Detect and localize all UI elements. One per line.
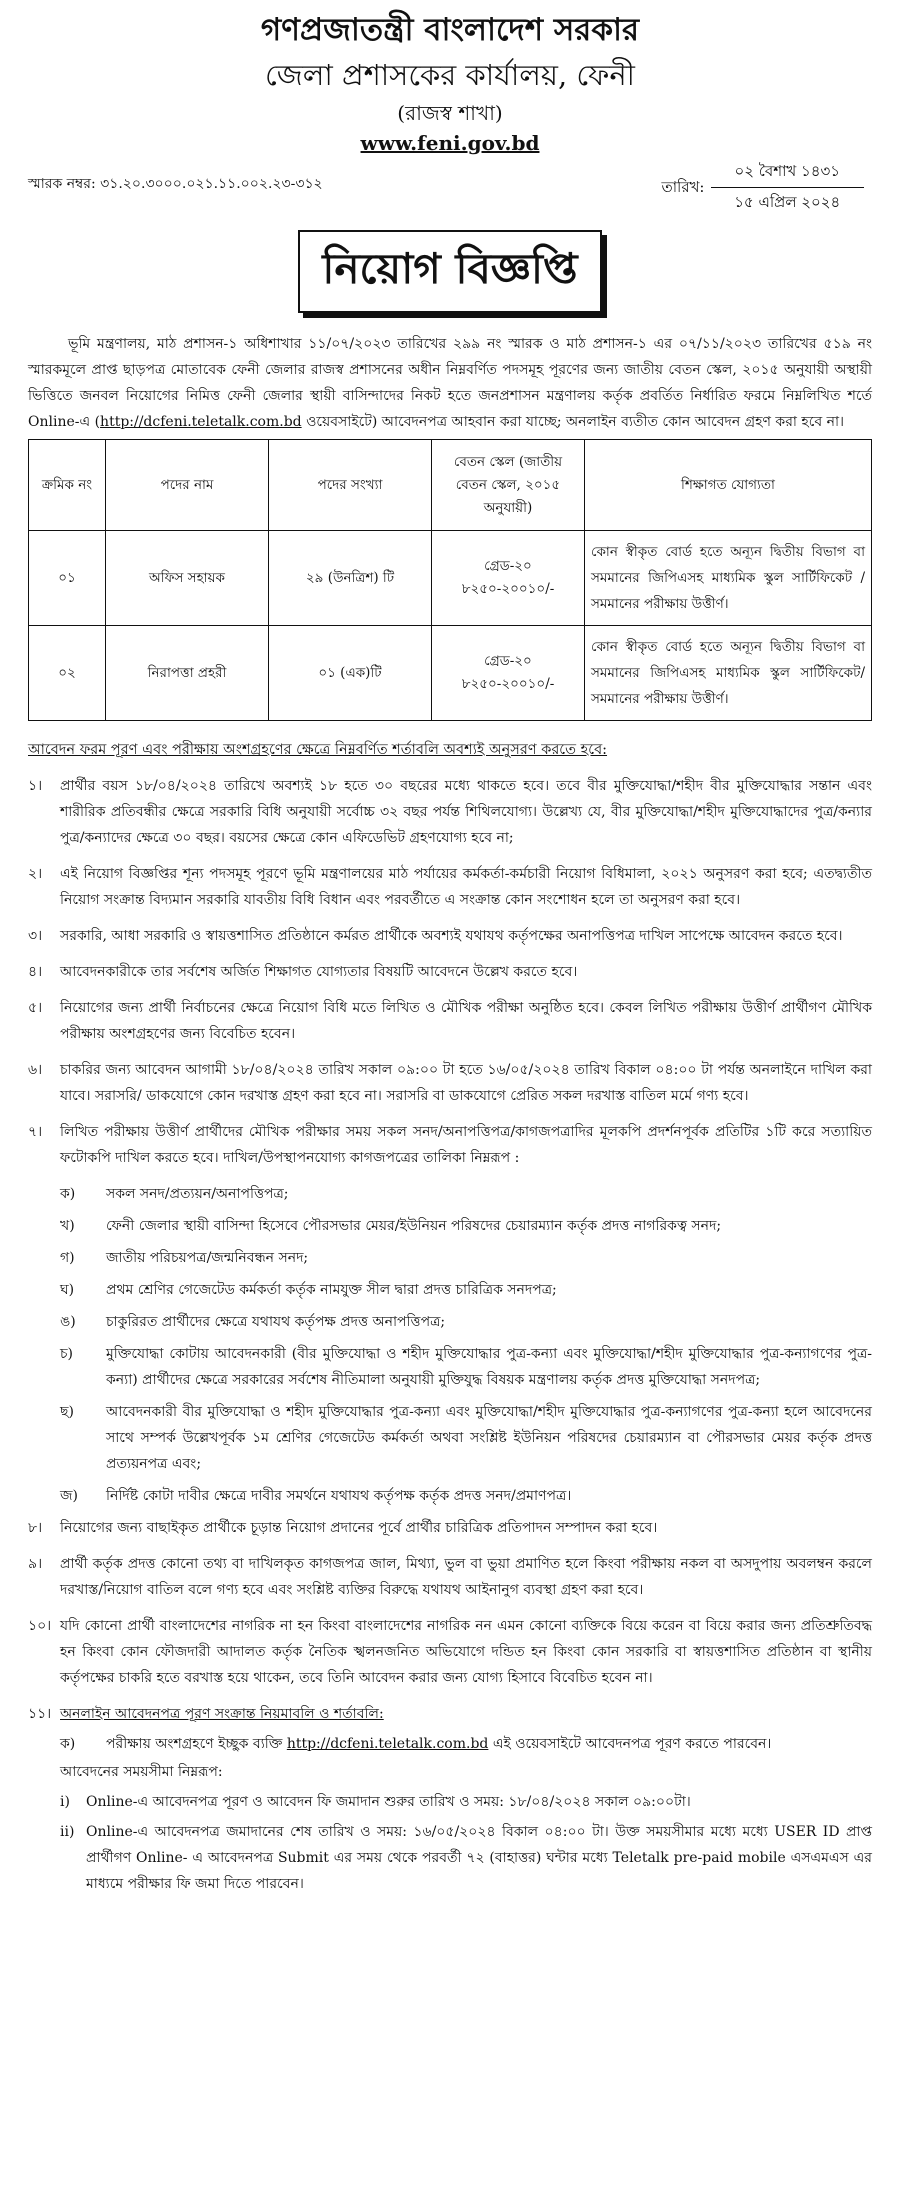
- government-name: গণপ্রজাতন্ত্রী বাংলাদেশ সরকার: [260, 12, 640, 48]
- document-item: [60, 1277, 872, 1303]
- col-post: পদের নাম: [106, 440, 269, 531]
- document-text: চাকুরিরত প্রার্থীদের ক্ষেত্রে যথাযথ কর্তৃপক্ষ প্রদত্ত অনাপত্তিপত্র;: [106, 1314, 446, 1330]
- document-item: [60, 1309, 872, 1335]
- condition-text: প্রার্থী কর্তৃক প্রদত্ত কোনো তথ্য বা দাখিলকৃত কাগজপত্র জাল, মিথ্যা, ভুল বা ভুয়া প্রমাণিত হলে কিংবা পরীক্ষায় নকল বা অসদুপায় অবলম্বন করলে দরখাস্ত/নিয়োগ বাতিল বলে গণ্য হবে এবং সংশ্লিষ্ট ব্যক্তির বিরুদ্ধে যথাযথ আইনানুগ ব্যবস্থা গ্রহণ করা হবে।: [60, 1556, 872, 1598]
- schedule-item: [60, 1819, 872, 1897]
- condition-number: ১১।: [28, 1706, 52, 1722]
- row-grade: গ্রেড-২০: [484, 653, 532, 669]
- condition-number: ৫।: [28, 1000, 43, 1016]
- document-number: ছ): [60, 1404, 74, 1420]
- condition-item: [28, 1613, 872, 1691]
- row-grade: গ্রেড-২০: [484, 558, 532, 574]
- conditions-heading: আবেদন ফরম পূরণ এবং পরীক্ষায় অংশগ্রহণের ক্ষেত্রে নিম্নবর্ণিত শর্তাবলি অবশ্যই অনুসরণ করতে হবে:: [28, 742, 608, 758]
- schedule-item: [60, 1789, 872, 1815]
- condition-item: [28, 1515, 872, 1541]
- condition-item: [28, 1551, 872, 1603]
- row-post: অফিস সহায়ক: [106, 531, 269, 626]
- row-qualification: কোন স্বীকৃত বোর্ড হতে অন্যূন দ্বিতীয় বিভাগ বা সমমানের জিপিএসহ মাধ্যমিক স্কুল সার্টিফিকেট / সমমানের পরীক্ষায় উত্তীর্ণ।: [585, 531, 872, 626]
- website-link[interactable]: www.feni.gov.bd: [360, 131, 540, 155]
- condition-text: সরকারি, আধা সরকারি ও স্বায়ত্তশাসিত প্রতিষ্ঠানে কর্মরত প্রার্থীকে অবশ্যই যথাযথ কর্তৃপক্ষের অনাপত্তিপত্র দাখিল সাপেক্ষে আবেদন করতে হবে।: [60, 928, 843, 944]
- online-application-link[interactable]: http://dcfeni.teletalk.com.bd: [286, 1736, 489, 1752]
- document-item: [60, 1245, 872, 1271]
- table-row: [29, 531, 872, 626]
- document-item: [60, 1399, 872, 1477]
- office-name: জেলা প্রশাসকের কার্যালয়, ফেনী: [265, 58, 635, 92]
- document-number: চ): [60, 1346, 74, 1362]
- row-count: ২৯ (উনত্রিশ) টি: [269, 531, 432, 626]
- condition-number: ২।: [28, 866, 43, 882]
- document-text: ফেনী জেলার স্থায়ী বাসিন্দা হিসেবে পৌরসভার মেয়র/ইউনিয়ন পরিষদের চেয়ারম্যান কর্তৃক প্রদত্ত নাগরিকত্ব সনদ;: [106, 1218, 722, 1234]
- row-serial: ০২: [29, 626, 106, 721]
- online-rules-heading: অনলাইন আবেদনপত্র পূরণ সংক্রান্ত নিয়মাবলি ও শর্তাবলি:: [60, 1706, 384, 1722]
- table-row: [29, 626, 872, 721]
- notice-title: নিয়োগ বিজ্ঞপ্তি: [298, 230, 601, 313]
- row-post: নিরাপত্তা প্রহরী: [106, 626, 269, 721]
- condition-item: [28, 995, 872, 1047]
- condition-number: ১০।: [28, 1618, 52, 1634]
- condition-number: ৯।: [28, 1556, 43, 1572]
- online-rules-item: [28, 1701, 872, 1727]
- schedule-label-row: [60, 1759, 872, 1785]
- schedule-label: আবেদনের সময়সীমা নিম্নরূপ:: [60, 1764, 223, 1780]
- condition-number: ১।: [28, 778, 43, 794]
- documents-list: [28, 1181, 872, 1509]
- condition-text: আবেদনকারীকে তার সর্বশেষ অর্জিত শিক্ষাগত যোগ্যতার বিষয়টি আবেদনে উল্লেখ করতে হবে।: [60, 964, 578, 980]
- condition-item: [28, 773, 872, 851]
- schedule-number: ii): [60, 1824, 75, 1840]
- condition-text: নিয়োগের জন্য প্রার্থী নির্বাচনের ক্ষেত্রে নিয়োগ বিধি মতে লিখিত ও মৌখিক পরীক্ষা অনুষ্ঠিত হবে। কেবল লিখিত পরীক্ষায় উত্তীর্ণ প্রার্থীগণ মৌখিক পরীক্ষায় অংশগ্রহণের জন্য বিবেচিত হবেন।: [60, 1000, 872, 1042]
- document-text: প্রথম শ্রেণির গেজেটেড কর্মকর্তা কর্তৃক নামযুক্ত সীল দ্বারা প্রদত্ত চারিত্রিক সনদপত্র;: [106, 1282, 557, 1298]
- schedule-number: i): [60, 1794, 70, 1810]
- document-number: ঙ): [60, 1314, 76, 1330]
- document-number: ঘ): [60, 1282, 75, 1298]
- col-qualification: শিক্ষাগত যোগ্যতা: [585, 440, 872, 531]
- condition-text: প্রার্থীর বয়স ১৮/০৪/২০২৪ তারিখে অবশ্যই ১৮ হতে ৩০ বছরের মধ্যে থাকতে হবে। তবে বীর মুক্তিযোদ্ধা/শহীদ বীর মুক্তিযোদ্ধার সন্তান এবং শারীরিক প্রতিবন্ধীর ক্ষেত্রে সরকারি বিধি অনুযায়ী সর্বোচ্চ ৩২ বছর পর্যন্ত শিথিলযোগ্য। উল্লেখ্য যে, বীর মুক্তিযোদ্ধা/শহীদ মুক্তিযোদ্ধাদের পুত্র/কন্যার পুত্র/কন্যাদের ক্ষেত্রে ৩০ বছর। বয়সের ক্ষেত্রে কোন এফিডেভিট গ্রহণযোগ্য হবে না;: [60, 778, 872, 846]
- condition-text: এই নিয়োগ বিজ্ঞপ্তির শূন্য পদসমূহ পূরণে ভূমি মন্ত্রণালয়ের মাঠ পর্যায়ের কর্মকর্তা-কর্মচারী নিয়োগ বিধিমালা, ২০২১ অনুসরণ করা হবে; এতদ্ব্যতীত নিয়োগ সংক্রান্ত বিদ্যমান সরকারি যাবতীয় বিধি বিধান এবং পরবর্তীতে এ সংক্রান্ত কোন সংশোধন হলে তা অনুসরণ করা হবে।: [60, 866, 872, 908]
- posts-table: [28, 439, 872, 721]
- branch-name: (রাজস্ব শাখা): [397, 101, 503, 125]
- row-scale-range: ৮২৫০-২০০১০/-: [461, 676, 555, 692]
- date-bangla: ০২ বৈশাখ ১৪৩১: [711, 160, 865, 188]
- condition-text: নিয়োগের জন্য বাছাইকৃত প্রার্থীকে চূড়ান্ত নিয়োগ প্রদানের পূর্বে প্রার্থীর চারিত্রিক প্রতিপাদন সম্পাদন করা হবে।: [60, 1520, 658, 1536]
- date-label: তারিখ:: [661, 177, 705, 196]
- condition-text: চাকরির জন্য আবেদন আগামী ১৮/০৪/২০২৪ তারিখ সকাল ০৯:০০ টা হতে ১৬/০৫/২০২৪ তারিখ বিকাল ০৪:০০ টা পর্যন্ত অনলাইনে দাখিল করা যাবে। সরাসরি/ ডাকযোগে কোন দরখাস্ত গ্রহণ করা হবে না। সরাসরি বা ডাকযোগে প্রেরিত সকল দরখাস্ত বাতিল মর্মে গণ্য হবে।: [60, 1062, 872, 1104]
- row-scale: [432, 626, 585, 721]
- condition-item: [28, 861, 872, 913]
- col-count: পদের সংখ্যা: [269, 440, 432, 531]
- online-sub-text-start: পরীক্ষায় অংশগ্রহণে ইচ্ছুক ব্যক্তি: [106, 1736, 287, 1752]
- online-sub-text: [106, 1731, 872, 1757]
- document-number: ক): [60, 1186, 76, 1202]
- condition-text: যদি কোনো প্রার্থী বাংলাদেশের নাগরিক না হন কিংবা বাংলাদেশের নাগরিক নন এমন কোনো ব্যক্তিকে বিয়ে করেন বা বিয়ে করার জন্য প্রতিশ্রুতিবদ্ধ হন কিংবা কোন ফৌজদারী আদালত কর্তৃক নৈতিক স্খলনজনিত অভিযোগে দন্ডিত হন কিংবা কোন সরকারি বা স্বায়ত্তশাসিত প্রতিষ্ঠান বা স্থানীয় কর্তৃপক্ষের চাকরি হতে বরখাস্ত হয়ে থাকেন, তবে তিনি আবেদন করার জন্য যোগ্য হিসাবে বিবেচিত হবেন না।: [60, 1618, 872, 1686]
- document-item: [60, 1181, 872, 1207]
- condition-number: ৬।: [28, 1062, 43, 1078]
- row-count: ০১ (এক)টি: [269, 626, 432, 721]
- header: [28, 0, 872, 158]
- col-serial: ক্রমিক নং: [29, 440, 106, 531]
- row-scale: [432, 531, 585, 626]
- condition-number: ৩।: [28, 928, 43, 944]
- condition-number: ৪।: [28, 964, 43, 980]
- document-text: জাতীয় পরিচয়পত্র/জন্মনিবন্ধন সনদ;: [106, 1250, 309, 1266]
- intro-paragraph: [28, 331, 872, 435]
- document-item: [60, 1213, 872, 1239]
- row-qualification: কোন স্বীকৃত বোর্ড হতে অন্যূন দ্বিতীয় বিভাগ বা সমমানের জিপিএসহ মাধ্যমিক স্কুল সার্টিফিকেট/ সমমানের পরীক্ষায় উত্তীর্ণ।: [585, 626, 872, 721]
- schedule-text: Online-এ আবেদনপত্র জমাদানের শেষ তারিখ ও সময়: ১৬/০৫/২০২৪ বিকাল ০৪:০০ টা। উক্ত সময়সীমার মধ্যে মধ্যে USER ID প্রাপ্ত প্রার্থীগণ Online- এ আবেদনপত্র Submit এর সময় থেকে পরবর্তী ৭২ (বাহাত্তর) ঘন্টার মধ্যে Teletalk pre-paid mobile এসএমএস এর মাধ্যমে পরীক্ষার ফি জমা দিতে পারবেন।: [86, 1824, 872, 1892]
- col-scale: বেতন স্কেল (জাতীয় বেতন স্কেল, ২০১৫ অনুযায়ী): [432, 440, 585, 531]
- document-text: নির্দিষ্ট কোটা দাবীর ক্ষেত্রে দাবীর সমর্থনে যথাযথ কর্তৃপক্ষ কর্তৃক প্রদত্ত সনদ/প্রমাণপত্র।: [106, 1488, 572, 1504]
- document-number: জ): [60, 1488, 78, 1504]
- intro-application-link[interactable]: http://dcfeni.teletalk.com.bd: [100, 414, 302, 430]
- schedule-text: Online-এ আবেদনপত্র পূরণ ও আবেদন ফি জমাদান শুরুর তারিখ ও সময়: ১৮/০৪/২০২৪ সকাল ০৯:০০টা।: [86, 1794, 691, 1810]
- row-scale-range: ৮২৫০-২০০১০/-: [461, 581, 555, 597]
- condition-item: [28, 1057, 872, 1109]
- condition-item: [28, 959, 872, 985]
- condition-number: ৭।: [28, 1124, 43, 1140]
- condition-item: [28, 1119, 872, 1171]
- condition-number: ৮।: [28, 1520, 43, 1536]
- condition-text: লিখিত পরীক্ষায় উত্তীর্ণ প্রার্থীদের মৌখিক পরীক্ষার সময় সকল সনদ/অনাপত্তিপত্র/কাগজপত্রাদির মূলকপি প্রদর্শনপূর্বক প্রতিটির ১টি করে সত্যায়িত ফটোকপি দাখিল করতে হবে। দাখিল/উপস্থাপনযোগ্য কাগজপত্রের তালিকা নিম্নরূপ :: [60, 1124, 872, 1166]
- document-text: আবেদনকারী বীর মুক্তিযোদ্ধা ও শহীদ মুক্তিযোদ্ধার পুত্র-কন্যা এবং মুক্তিযোদ্ধা/শহীদ মুক্তিযোদ্ধার পুত্র-কন্যাগণের পুত্র-কন্যা হলে আবেদনের সাথে সম্পর্ক উল্লেখপূর্বক ১ম শ্রেণির গেজেটেড কর্মকর্তা অথবা সংশ্লিষ্ট ইউনিয়ন পরিষদের চেয়ারম্যান বা পৌরসভার মেয়র কর্তৃক প্রদত্ত প্রত্যয়নপত্র এবং;: [106, 1404, 872, 1472]
- intro-text-end: ওয়েবসাইটে) আবেদনপত্র আহবান করা যাচ্ছে; অনলাইন ব্যতীত কোন আবেদন গ্রহণ করা হবে না।: [301, 414, 845, 430]
- online-sub-item: [60, 1731, 872, 1757]
- document-item: [60, 1483, 872, 1509]
- online-sub-text-end: এই ওয়েবসাইটে আবেদনপত্র পূরণ করতে পারবেন।: [488, 1736, 772, 1752]
- row-serial: ০১: [29, 531, 106, 626]
- date-block: [661, 160, 864, 216]
- intro-text-start: ভূমি মন্ত্রণালয়, মাঠ প্রশাসন-১ অধিশাখার ১১/০৭/২০২৩ তারিখের ২৯৯ নং স্মারক ও মাঠ প্রশাসন-১ এর ০৭/১১/২০২৩ তারিখের ৫১৯ নং স্মারকমূলে প্রাপ্ত ছাড়পত্র মোতাবেক ফেনী জেলার রাজস্ব প্রশাসনের অধীন নিম্নবর্ণিত পদসমূহ পূরণের জন্য জাতীয় বেতন স্কেল, ২০১৫ অনুযায়ী অস্থায়ী ভিত্তিতে জনবল নিয়োগের নিমিত্ত ফেনী জেলার স্থায়ী বাসিন্দাদের নিকট হতে জনপ্রশাসন মন্ত্রণালয় কর্তৃক প্রবর্তিত নির্ধারিত ফরমে নিম্নলিখিত শর্তে Online-এ (: [28, 336, 872, 430]
- conditions-list: [28, 773, 872, 1897]
- date-english: ১৫ এপ্রিল ২০২৪: [734, 193, 841, 211]
- table-header-row: [29, 440, 872, 531]
- document-text: মুক্তিযোদ্ধা কোটায় আবেদনকারী (বীর মুক্তিযোদ্ধা ও শহীদ মুক্তিযোদ্ধার পুত্র-কন্যা এবং মুক্তিযোদ্ধা/শহীদ মুক্তিযোদ্ধার পুত্র-কন্যাগণের পুত্র-কন্যা) প্রার্থীদের ক্ষেত্রে সরকারের সর্বশেষ নীতিমালা অনুযায়ী মুক্তিযুদ্ধ বিষয়ক মন্ত্রণালয় কর্তৃক প্রদত্ত মুক্তিযোদ্ধা সনদপত্র;: [106, 1346, 872, 1388]
- document-number: ক): [60, 1736, 76, 1752]
- document-number: গ): [60, 1250, 75, 1266]
- memo-number: স্মারক নম্বর: ৩১.২০.৩০০০.০২১.১১.০০২.২৩-৩১২: [28, 176, 323, 192]
- document-item: [60, 1341, 872, 1393]
- document-number: খ): [60, 1218, 75, 1234]
- memo-row: [28, 158, 872, 224]
- condition-item: [28, 923, 872, 949]
- document-text: সকল সনদ/প্রত্যয়ন/অনাপত্তিপত্র;: [106, 1186, 289, 1202]
